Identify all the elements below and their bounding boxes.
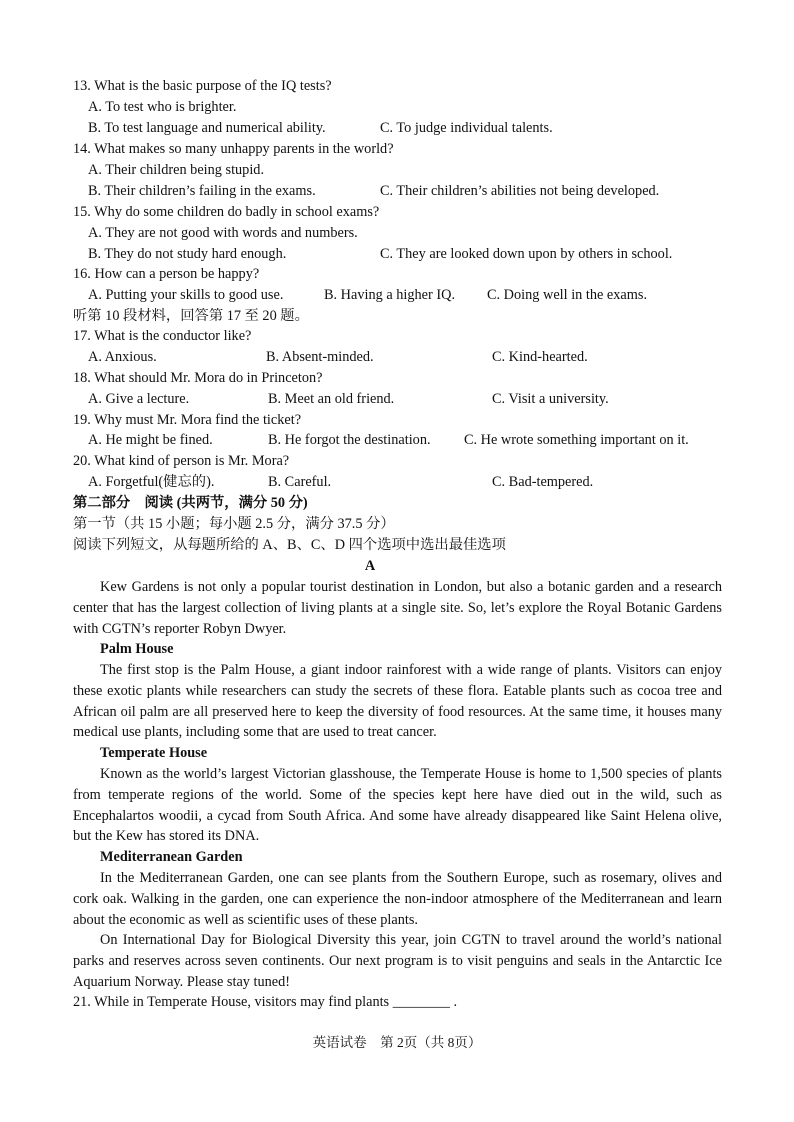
question-stem: 15. Why do some children do badly in school exams? xyxy=(73,204,380,220)
option-row xyxy=(0,347,794,368)
part-heading xyxy=(0,493,794,514)
instruction-text: 听第 10 段材料，回答第 17 至 20 题。 xyxy=(73,308,309,324)
option-a: A. He might be fined. xyxy=(88,432,213,448)
option-c: C. They are looked down upon by others in school. xyxy=(380,246,673,262)
option-b: B. Absent-minded. xyxy=(266,349,374,365)
passage-intro xyxy=(73,577,722,639)
question-14 xyxy=(0,139,794,160)
question-stem: 19. Why must Mr. Mora find the ticket? xyxy=(73,412,302,428)
option-row xyxy=(0,118,794,139)
option-a: A. They are not good with words and numbers. xyxy=(88,225,358,241)
question-stem: 21. While in Temperate House, visitors may find plants ________ . xyxy=(73,994,458,1010)
question-16 xyxy=(0,264,794,285)
question-15 xyxy=(0,202,794,223)
question-19 xyxy=(0,410,794,431)
option-b: B. Having a higher IQ. xyxy=(324,287,456,303)
question-stem: 20. What kind of person is Mr. Mora? xyxy=(73,453,290,469)
subheading-palm-house: Palm House xyxy=(100,641,174,657)
option-c: C. Visit a university. xyxy=(492,391,609,407)
paragraph: Known as the world’s largest Victorian glasshouse, the Temperate House is home to 1,500 species of plants from temperate regions of the world. Some of the species kept here have died out in the wild, such as Encephalartos woodii, a cycad from South Africa. And some have already disappeared like Saint Helena olive, but the Kew has stored its DNA. xyxy=(73,766,722,845)
option-b: B. Their children’s failing in the exams. xyxy=(88,183,316,199)
instruction-line xyxy=(0,535,794,556)
question-stem: 13. What is the basic purpose of the IQ tests? xyxy=(73,78,332,94)
paragraph: In the Mediterranean Garden, one can see plants from the Southern Europe, such as rosemary, olives and cork oak. Walking in the garden, one can experience the non-indoor atmosphere of the Mediterranean and learn about the economic as well as scientific uses of these plants. xyxy=(73,870,722,928)
option-b: B. Meet an old friend. xyxy=(268,391,395,407)
option-a: A. Anxious. xyxy=(88,349,157,365)
section-1-title: 第一节（共 15 小题；每小题 2.5 分，满分 37.5 分） xyxy=(73,516,395,532)
option-row xyxy=(0,223,794,244)
question-21 xyxy=(0,992,794,1013)
option-a: A. Forgetful(健忘的). xyxy=(88,474,215,490)
option-b: B. He forgot the destination. xyxy=(268,432,431,448)
option-row xyxy=(0,472,794,493)
option-a: A. Give a lecture. xyxy=(88,391,190,407)
option-a: A. Their children being stupid. xyxy=(88,162,265,178)
option-b: B. They do not study hard enough. xyxy=(88,246,287,262)
section-10-instruction xyxy=(0,306,794,327)
question-13 xyxy=(0,76,794,97)
question-17 xyxy=(0,326,794,347)
option-a: A. To test who is brighter. xyxy=(88,99,237,115)
paragraph: The first stop is the Palm House, a giant indoor rainforest with a wide range of plants. Visitors can enjoy these exotic plants while researchers can study the secrets of these flora. Eatable plants such as cocoa tree and African oil palm are all preserved here to keep the diversity of food resources. At the same time, it houses many medical use plants, including some that are used to treat cancer. xyxy=(73,662,722,741)
question-stem: 18. What should Mr. Mora do in Princeton? xyxy=(73,370,323,386)
part-2-title: 第二部分 阅读 (共两节，满分 50 分) xyxy=(73,495,308,511)
option-c: C. Kind-hearted. xyxy=(492,349,588,365)
option-c: C. Bad-tempered. xyxy=(492,474,594,490)
option-b: B. To test language and numerical ability. xyxy=(88,120,326,136)
section-heading xyxy=(0,514,794,535)
option-row xyxy=(0,285,794,306)
option-row xyxy=(0,160,794,181)
subheading-temperate-house: Temperate House xyxy=(100,745,208,761)
question-stem: 16. How can a person be happy? xyxy=(73,266,260,282)
option-row xyxy=(0,181,794,202)
paragraph: Kew Gardens is not only a popular tourist destination in London, but also a botanic garden and a research center that has the largest collection of living plants at a single site. So, let’s explore the Royal Botanic Gardens with CGTN’s reporter Robyn Dwyer. xyxy=(73,579,722,637)
option-c: C. Doing well in the exams. xyxy=(487,287,648,303)
question-stem: 17. What is the conductor like? xyxy=(73,328,252,344)
option-row xyxy=(0,244,794,265)
passage-temperate-house xyxy=(73,764,722,847)
passage-mediterranean xyxy=(73,868,722,930)
option-c: C. He wrote something important on it. xyxy=(464,432,689,448)
option-c: C. Their children’s abilities not being developed. xyxy=(380,183,660,199)
passage-closing xyxy=(73,930,722,992)
question-18 xyxy=(0,368,794,389)
paragraph: On International Day for Biological Diversity this year, join CGTN to travel around the world’s national parks and reserves across seven continents. Our next program is to visit penguins and seals in the Antarctic Ice Aquarium Norway. Please stay tuned! xyxy=(73,932,722,990)
option-row xyxy=(0,97,794,118)
instruction-text: 阅读下列短文，从每题所给的 A、B、C、D 四个选项中选出最佳选项 xyxy=(73,537,506,553)
question-stem: 14. What makes so many unhappy parents in the world? xyxy=(73,141,394,157)
option-row xyxy=(0,430,794,451)
option-a: A. Putting your skills to good use. xyxy=(88,287,284,303)
subheading-mediterranean-garden: Mediterranean Garden xyxy=(100,849,243,865)
page-footer: 英语试卷 第 2页（共 8页） xyxy=(312,1035,482,1050)
option-row xyxy=(0,389,794,410)
question-20 xyxy=(0,451,794,472)
option-b: B. Careful. xyxy=(268,474,332,490)
passage-label: A xyxy=(364,558,376,574)
passage-palm-house xyxy=(73,660,722,743)
option-c: C. To judge individual talents. xyxy=(380,120,553,136)
